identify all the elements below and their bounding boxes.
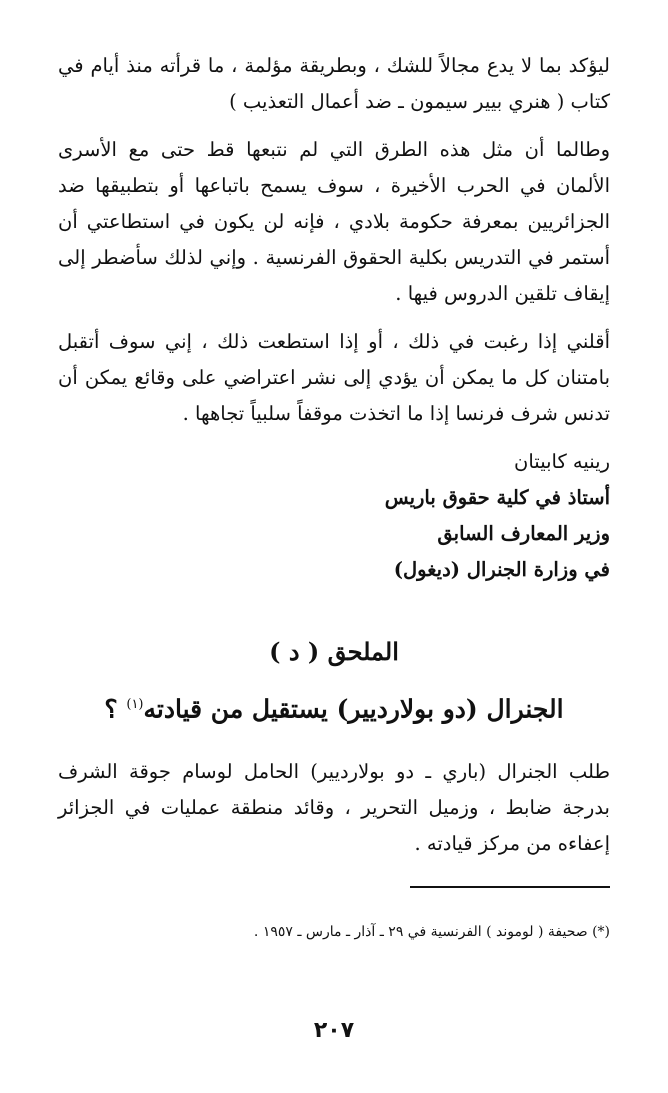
paragraph-3: أقلني إذا رغبت في ذلك ، أو إذا استطعت ذلك ، إني سوف أتقبل بامتنان كل ما يمكن أن يؤدي إلى نشر اعتراضي على وقائع يمكن أن تدنس شرف فرنسا إذا ما اتخذت موقفاً سلبياً تجاهها .	[58, 330, 610, 425]
section-heading-text: الجنرال (دو بولارديير) يستقيل من قيادته	[143, 694, 564, 724]
footnote-marker: (١)	[126, 697, 144, 712]
signature-title-3: في وزارة الجنرال (ديغول)	[393, 558, 610, 581]
footnote-divider	[410, 886, 610, 888]
page-number: ٢٠٧	[313, 1018, 355, 1043]
section-heading-suffix: ؟	[104, 694, 127, 724]
section-heading	[58, 684, 610, 730]
appendix-title: الملحق ( د )	[269, 637, 399, 666]
document-page	[58, 48, 610, 1093]
signature-title-1: أستاذ في كلية حقوق باريس	[384, 486, 610, 509]
paragraph-2: وطالما أن مثل هذه الطرق التي لم نتبعها قط حتى مع الأسرى الألمان في الحرب الأخيرة ، سوف يسمح باتباعها أو بتطبيقها ضد الجزائريين بمعرفة حكومة بلادي ، فإنه لن يكون في استطاعتي أن أستمر في التدريس بكلية الحقوق الفرنسية . وإني لذلك سأضطر إلى إيقاف تلقين الدروس فيها .	[58, 138, 610, 305]
signature-name: رينيه كابيتان	[514, 450, 610, 473]
signature-title-2: وزير المعارف السابق	[437, 522, 610, 545]
footnote: (*) صحيفة ( لوموند ) الفرنسية في ٢٩ ـ آذار ـ مارس ـ ١٩٥٧ .	[253, 924, 610, 941]
paragraph-4: طلب الجنرال (باري ـ دو بولارديير) الحامل لوسام جوقة الشرف بدرجة ضابط ، وزميل التحرير ، وقائد منطقة عمليات في الجزائر إعفاءه من مركز قيادته .	[58, 760, 610, 856]
paragraph-1: ليؤكد بما لا يدع مجالاً للشك ، وبطريقة مؤلمة ، ما قرأته منذ أيام في كتاب ( هنري بيير سيمون ـ ضد أعمال التعذيب )	[58, 54, 610, 113]
signature-block	[58, 444, 610, 588]
